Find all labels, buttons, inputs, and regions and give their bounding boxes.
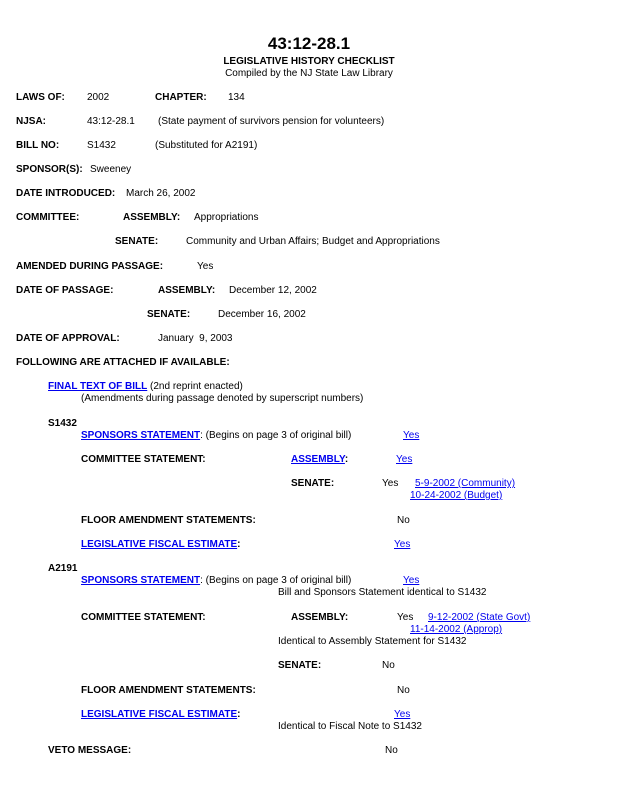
veto-value: No — [385, 745, 398, 756]
a2191-sponsors-yes-link[interactable]: Yes — [403, 575, 420, 586]
committee-senate-value: Community and Urban Affairs; Budget and Appropriations — [186, 236, 440, 247]
a2191-fiscal-line — [81, 709, 240, 721]
sponsors-label: SPONSOR(S): — [16, 164, 83, 175]
committee-senate-label: SENATE: — [115, 236, 159, 247]
s1432-sponsors-line — [81, 430, 351, 442]
a2191-committee-label: COMMITTEE STATEMENT: — [81, 612, 206, 623]
a2191-heading: A2191 — [48, 563, 78, 574]
a2191-assembly-identical: Identical to Assembly Statement for S1432 — [278, 636, 467, 647]
a2191-assembly-stategovt-link[interactable]: 9-12-2002 (State Govt) — [428, 612, 531, 623]
s1432-committee-label: COMMITTEE STATEMENT: — [81, 454, 206, 465]
final-text-line — [48, 381, 243, 393]
a2191-senate-label: SENATE: — [278, 660, 322, 671]
a2191-fiscal-colon: : — [237, 709, 241, 720]
bill-no-value: S1432 — [87, 140, 116, 151]
s1432-assembly-yes-link[interactable]: Yes — [396, 454, 413, 465]
a2191-assembly-value: Yes — [397, 612, 414, 623]
amendments-note: (Amendments during passage denoted by superscript numbers) — [81, 393, 364, 404]
s1432-fiscal-line — [81, 539, 240, 551]
s1432-assembly-colon: : — [344, 454, 349, 465]
a2191-sponsors-identical: Bill and Sponsors Statement identical to S1432 — [278, 587, 487, 598]
page-subtitle: LEGISLATIVE HISTORY CHECKLIST — [223, 56, 395, 67]
laws-of-label: LAWS OF: — [16, 92, 65, 103]
a2191-fiscal-estimate-link[interactable]: LEGISLATIVE FISCAL ESTIMATE — [81, 709, 238, 720]
bill-no-note: (Substituted for A2191) — [155, 140, 258, 151]
date-of-approval-label: DATE OF APPROVAL: — [16, 333, 120, 344]
a2191-sponsors-note: : (Begins on page 3 of original bill) — [200, 575, 352, 586]
amended-label: AMENDED DURING PASSAGE: — [16, 261, 164, 272]
a2191-sponsors-line — [81, 575, 351, 587]
s1432-assembly-line — [291, 454, 348, 466]
date-introduced-label: DATE INTRODUCED: — [16, 188, 116, 199]
s1432-sponsors-yes-link[interactable]: Yes — [403, 430, 420, 441]
a2191-fiscal-identical: Identical to Fiscal Note to S1432 — [278, 721, 422, 732]
date-of-passage-label: DATE OF PASSAGE: — [16, 285, 114, 296]
a2191-sponsors-statement-link[interactable]: SPONSORS STATEMENT — [81, 575, 201, 586]
s1432-floor-value: No — [397, 515, 410, 526]
s1432-sponsors-note: : (Begins on page 3 of original bill) — [200, 430, 352, 441]
attached-heading: FOLLOWING ARE ATTACHED IF AVAILABLE: — [16, 357, 230, 368]
passage-assembly-value: December 12, 2002 — [229, 285, 317, 296]
committee-assembly-value: Appropriations — [194, 212, 259, 223]
passage-assembly-label: ASSEMBLY: — [158, 285, 216, 296]
committee-label: COMMITTEE: — [16, 212, 80, 223]
laws-of-value: 2002 — [87, 92, 110, 103]
s1432-senate-value: Yes — [382, 478, 399, 489]
njsa-note: (State payment of survivors pension for volunteers) — [158, 116, 385, 127]
njsa-value: 43:12-28.1 — [87, 116, 135, 127]
final-text-note: (2nd reprint enacted) — [147, 381, 243, 392]
s1432-senate-community-link[interactable]: 5-9-2002 (Community) — [415, 478, 516, 489]
a2191-floor-value: No — [397, 685, 410, 696]
veto-label: VETO MESSAGE: — [48, 745, 132, 756]
s1432-sponsors-statement-link[interactable]: SPONSORS STATEMENT — [81, 430, 201, 441]
date-of-approval-value: January 9, 2003 — [158, 333, 233, 344]
a2191-assembly-label: ASSEMBLY: — [291, 612, 349, 623]
sponsors-value: Sweeney — [90, 164, 132, 175]
s1432-senate-label: SENATE: — [291, 478, 335, 489]
amended-value: Yes — [197, 261, 214, 272]
a2191-senate-value: No — [382, 660, 395, 671]
committee-assembly-label: ASSEMBLY: — [123, 212, 181, 223]
passage-senate-value: December 16, 2002 — [218, 309, 306, 320]
s1432-senate-budget-link[interactable]: 10-24-2002 (Budget) — [410, 490, 503, 501]
passage-senate-label: SENATE: — [147, 309, 191, 320]
a2191-assembly-approp-link[interactable]: 11-14-2002 (Approp) — [410, 624, 503, 635]
njsa-label: NJSA: — [16, 116, 47, 127]
s1432-heading: S1432 — [48, 418, 77, 429]
date-introduced-value: March 26, 2002 — [126, 188, 196, 199]
s1432-fiscal-colon: : — [237, 539, 241, 550]
compiled-by: Compiled by the NJ State Law Library — [225, 68, 393, 79]
a2191-floor-label: FLOOR AMENDMENT STATEMENTS: — [81, 685, 256, 696]
s1432-fiscal-yes-link[interactable]: Yes — [394, 539, 411, 550]
bill-no-label: BILL NO: — [16, 140, 60, 151]
chapter-label: CHAPTER: — [155, 92, 207, 103]
final-text-link[interactable]: FINAL TEXT OF BILL — [48, 381, 148, 392]
s1432-floor-label: FLOOR AMENDMENT STATEMENTS: — [81, 515, 256, 526]
page-title: 43:12-28.1 — [267, 34, 351, 53]
a2191-fiscal-yes-link[interactable]: Yes — [394, 709, 411, 720]
s1432-fiscal-estimate-link[interactable]: LEGISLATIVE FISCAL ESTIMATE — [81, 539, 238, 550]
s1432-assembly-link[interactable]: ASSEMBLY — [291, 454, 345, 465]
chapter-value: 134 — [228, 92, 245, 103]
